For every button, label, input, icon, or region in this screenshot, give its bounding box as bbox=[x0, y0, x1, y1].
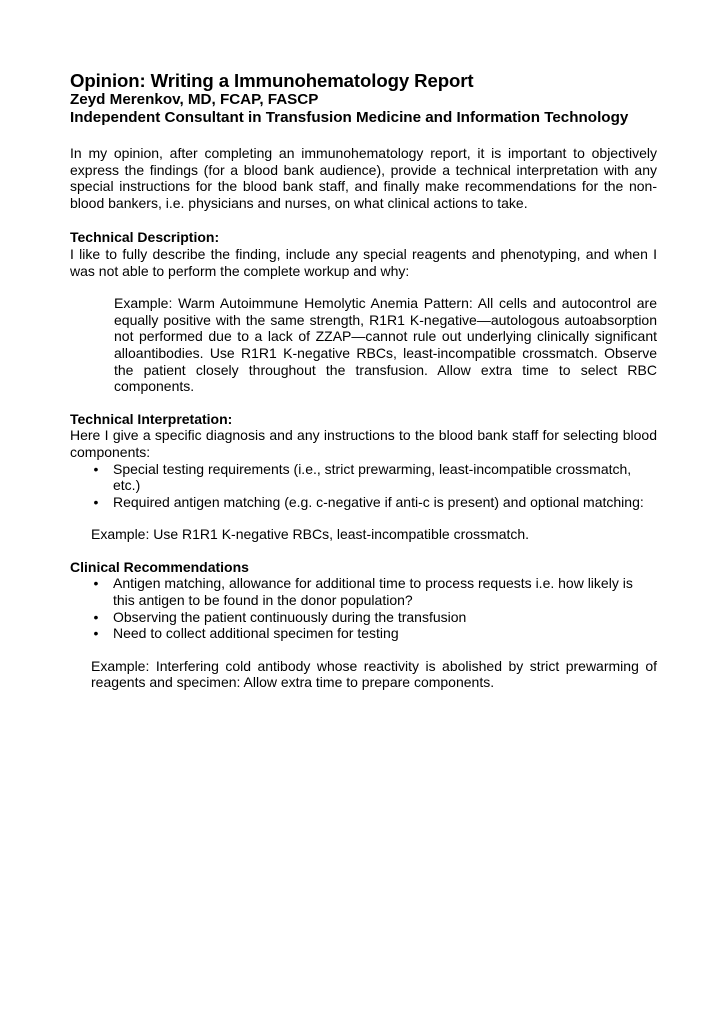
list-item bbox=[70, 625, 657, 642]
author-name: Zeyd Merenkov, MD, FCAP, FASCP bbox=[70, 91, 319, 108]
list-item bbox=[70, 575, 657, 608]
bullet-list bbox=[70, 461, 657, 511]
example-paragraph: Example: Interfering cold antibody whose reactivity is abolished by strict prewarming of reagents and specimen: Allow extra time to prepare components. bbox=[91, 657, 657, 691]
bullet-list bbox=[70, 575, 657, 641]
list-item-text: Required antigen matching (e.g. c-negative if anti-c is present) and optional matching: bbox=[113, 493, 644, 510]
section-heading: Clinical Recommendations bbox=[70, 558, 249, 575]
spacer bbox=[70, 211, 657, 229]
example-paragraph: Example: Use R1R1 K-negative RBCs, least-incompatible crossmatch. bbox=[91, 526, 530, 543]
list-item bbox=[70, 609, 657, 626]
spacer bbox=[70, 395, 657, 411]
bullet-icon: • bbox=[93, 493, 99, 510]
spacer bbox=[70, 543, 657, 559]
section-body: Here I give a specific diagnosis and any instructions to the blood bank staff for selecting blood components: bbox=[70, 427, 657, 460]
bullet-icon: • bbox=[93, 625, 99, 642]
section-technical-interpretation bbox=[70, 411, 657, 543]
bullet-icon: • bbox=[93, 575, 99, 592]
section-body: I like to fully describe the finding, include any special reagents and phenotyping, and when I was not able to perform the complete workup and why: bbox=[70, 245, 657, 279]
spacer bbox=[70, 279, 657, 295]
list-item bbox=[70, 461, 657, 494]
document-title: Opinion: Writing a Immunohematology Report bbox=[70, 70, 474, 91]
section-technical-description bbox=[70, 229, 657, 394]
example-paragraph: Example: Warm Autoimmune Hemolytic Anemia Pattern: All cells and autocontrol are equally positive with the same strength, R1R1 K-negative—autologous autoabsorption not performed due to a lack of ZZAP—cannot rule out underlying clinically significant alloantibodies. Use R1R1 K-negative RBCs, least-incompatible crossmatch. Observe the patient closely throughout the transfusion. Allow extra time to select RBC components. bbox=[114, 295, 657, 395]
list-item-text: Need to collect additional specimen for testing bbox=[113, 625, 399, 642]
intro-paragraph: In my opinion, after completing an immunohematology report, it is important to objectively express the findings (for a blood bank audience), provide a technical interpretation with any special instructions for the blood bank staff, and finally make recommendations for the non-blood bankers, i.e. physicians and nurses, on what clinical actions to take. bbox=[70, 145, 657, 211]
list-item-text: Antigen matching, allowance for additional time to process requests i.e. how likely is this antigen to be found in the donor population? bbox=[113, 575, 633, 609]
document-page bbox=[70, 70, 657, 691]
section-heading: Technical Interpretation: bbox=[70, 410, 233, 427]
bullet-icon: • bbox=[93, 608, 99, 625]
author-affiliation: Independent Consultant in Transfusion Medicine and Information Technology bbox=[70, 109, 629, 126]
list-item-text: Special testing requirements (i.e., strict prewarming, least-incompatible crossmatch, etc.) bbox=[113, 460, 632, 494]
bullet-icon: • bbox=[93, 460, 99, 477]
list-item bbox=[70, 494, 657, 511]
spacer bbox=[70, 642, 657, 658]
list-item-text: Observing the patient continuously during the transfusion bbox=[113, 608, 467, 625]
section-clinical-recommendations bbox=[70, 559, 657, 691]
spacer bbox=[70, 127, 657, 145]
section-heading: Technical Description: bbox=[70, 229, 220, 246]
spacer bbox=[70, 510, 657, 526]
